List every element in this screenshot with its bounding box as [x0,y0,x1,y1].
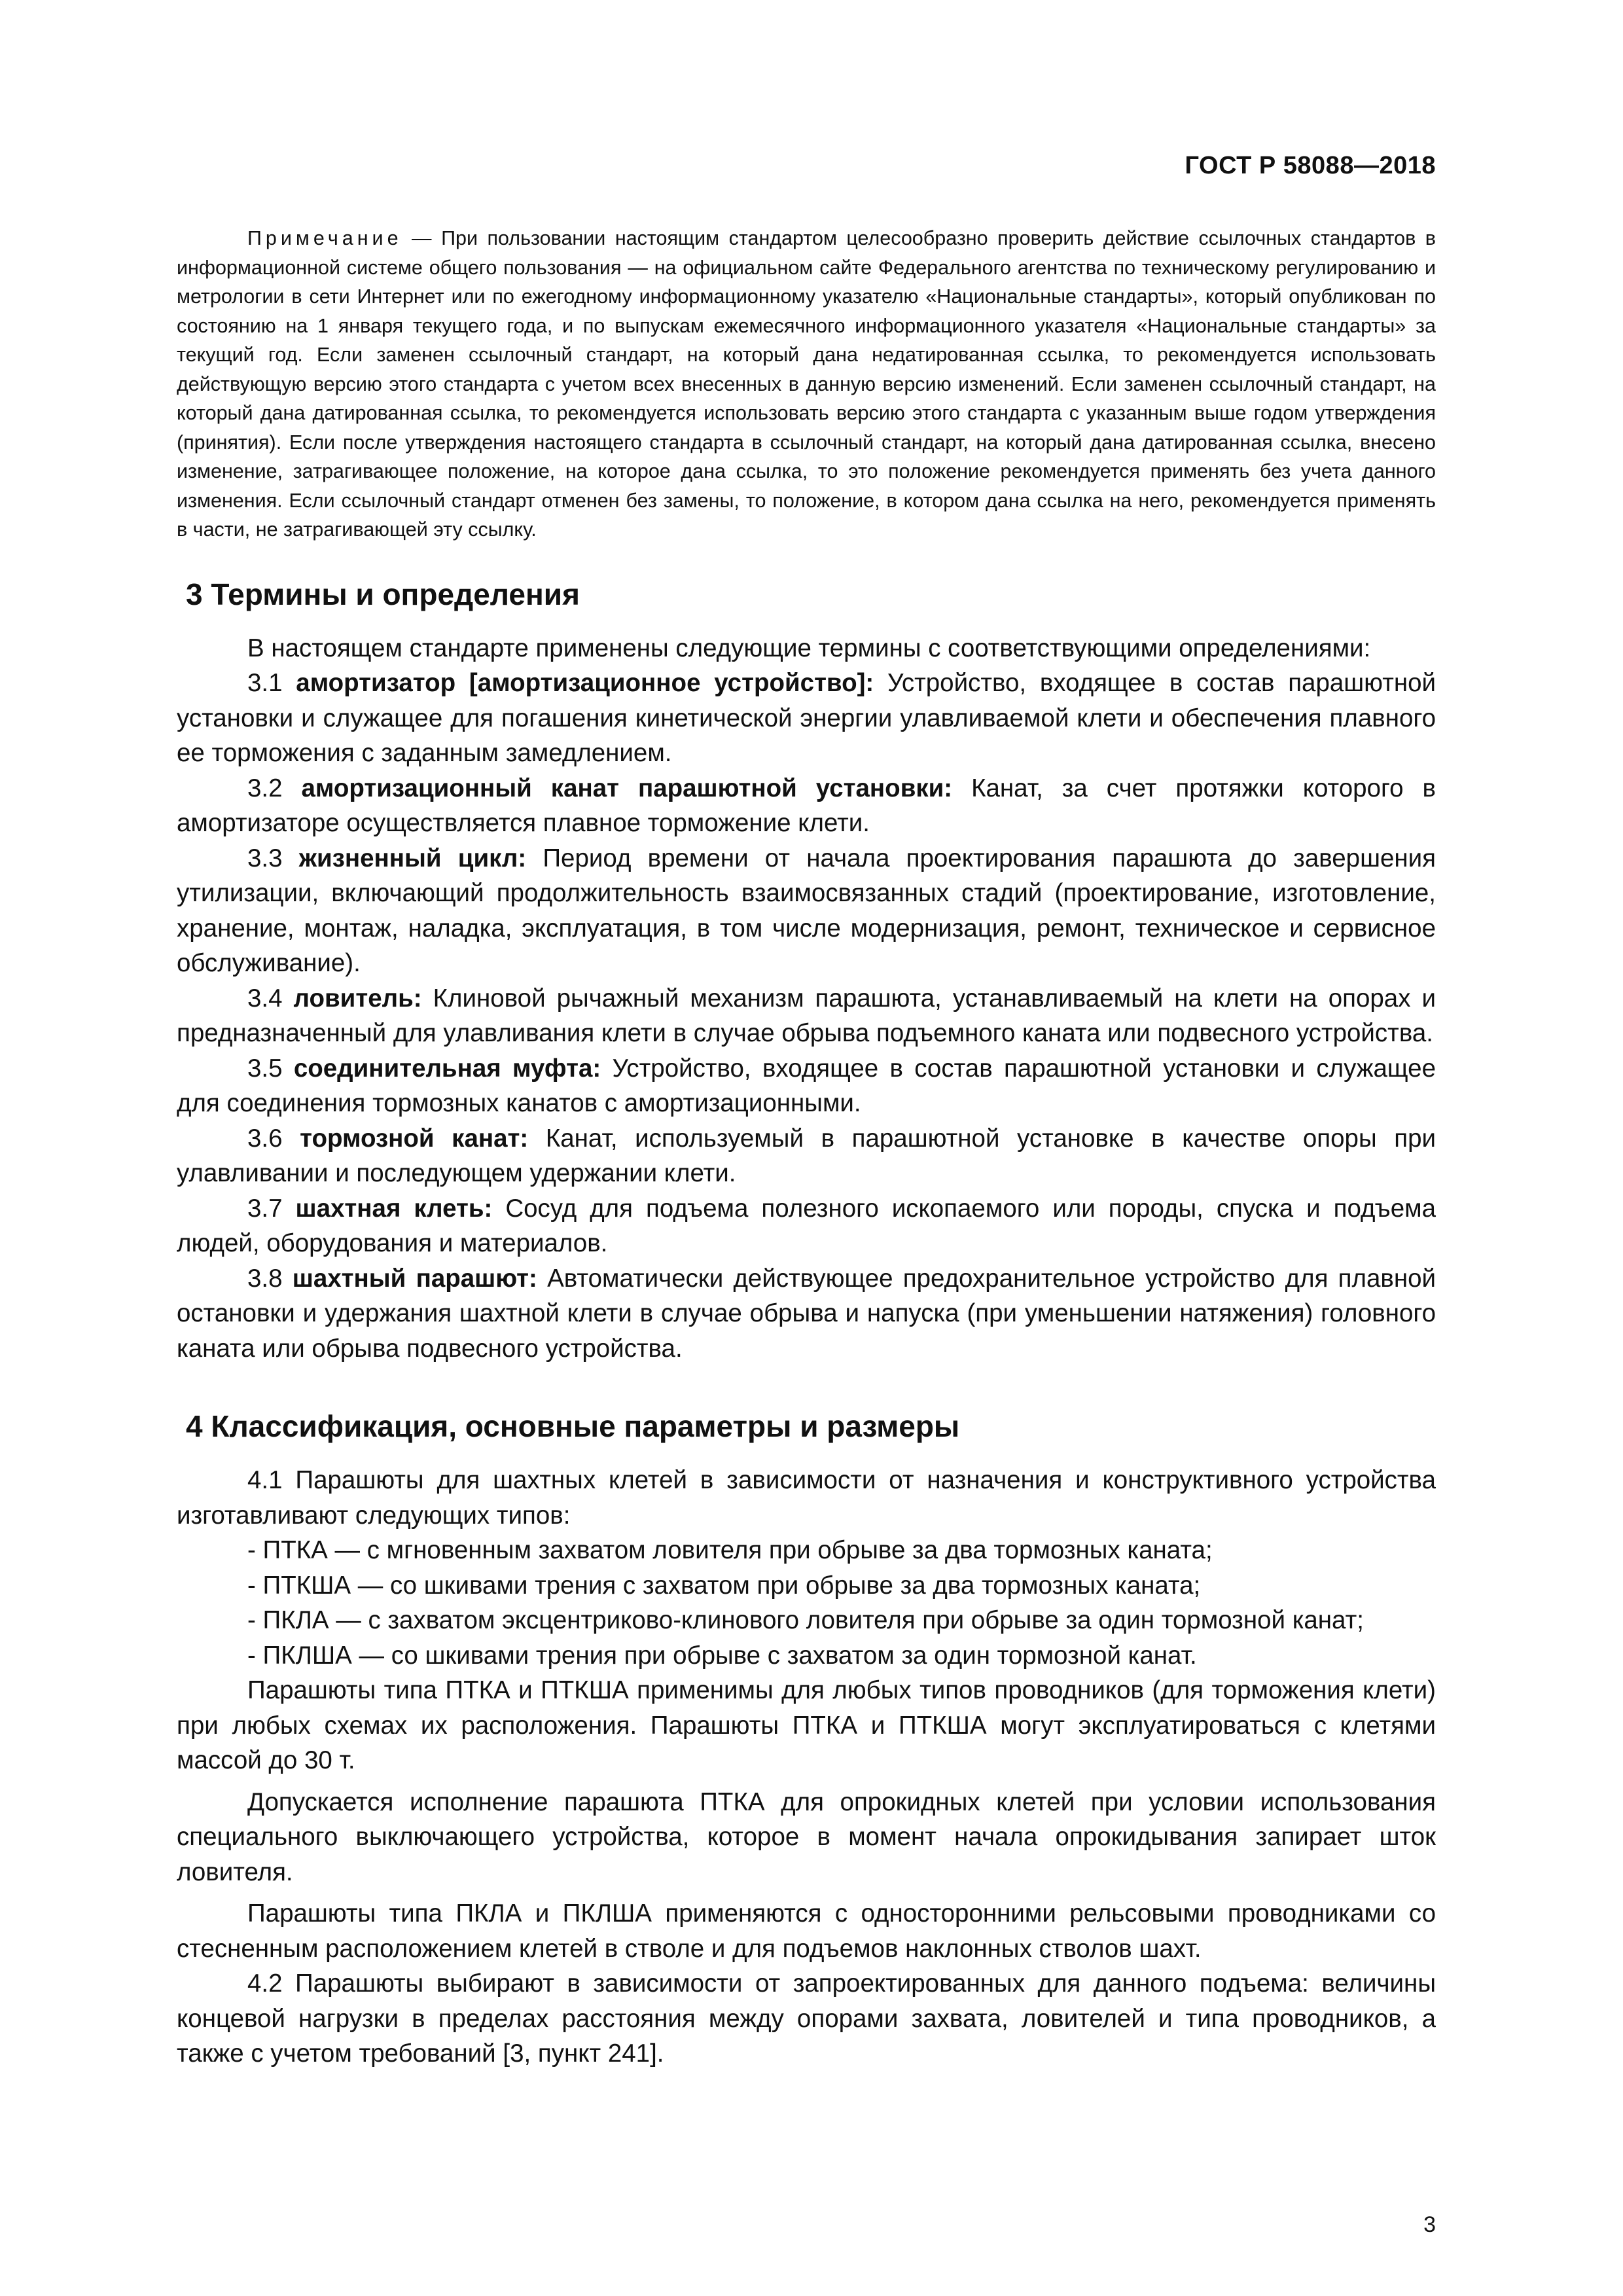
term-text: Автоматически действующее предохранительное устройство для плавной остановки и удержания шахтной клети в случае обрыва и напуска (при уменьшении натяжения) головного каната или обрыва подвесного устройства. [177,1264,1436,1363]
term-text: Сосуд для подъема полезного ископаемого или породы, спуска и подъема людей, оборудования и материалов. [177,1194,1436,1257]
reference-note [177,224,1436,545]
note-label: Примечание [247,227,402,249]
term-number: 3.2 [247,774,302,802]
clause-4-2: 4.2 Парашюты выбирают в зависимости от запроектированных для данного подъема: величины концевой нагрузки в пределах расстояния между опорами захвата, ловителей и типа проводников, а также с учетом требований [3, пункт 241]. [177,1969,1436,2068]
term-definition [177,771,1436,841]
term-definition [177,1191,1436,1261]
clause-4-1: 4.1 Парашюты для шахтных клетей в зависимости от назначения и конструктивного устройства изготавливают следующих типов: [177,1466,1436,1530]
term-name: шахтная клеть: [295,1194,493,1223]
term-definition [177,666,1436,771]
page-content [177,224,1436,2072]
term-name: амортизатор [амортизационное устройство]: [296,669,874,697]
term-number: 3.1 [247,669,296,697]
term-text: Канат, за счет протяжки которого в амортизаторе осуществляется плавное торможение клети. [177,774,1436,837]
term-name: шахтный парашют: [292,1264,537,1293]
list-item: - ПКЛША — со шкивами трения при обрыве с захватом за один тормозной канат. [247,1641,1197,1670]
term-text: Канат, используемый в парашютной установке в качестве опоры при улавливании и последующем удержании клети. [177,1124,1436,1187]
section-4-heading: 4 Классификация, основные параметры и размеры [186,1409,960,1443]
paragraph: Допускается исполнение парашюта ПТКА для опрокидных клетей при условии использования специального выключающего устройства, которое в момент начала опрокидывания запирает шток ловителя. [177,1787,1436,1886]
page-number: 3 [1423,2212,1436,2237]
term-number: 3.6 [247,1124,300,1153]
term-definition [177,1121,1436,1191]
term-number: 3.8 [247,1264,293,1293]
term-definition [177,841,1436,981]
term-text: Устройство, входящее в состав парашютной установки и служащее для соединения тормозных канатов с амортизационными. [177,1054,1436,1117]
term-name: амортизационный канат парашютной установки: [301,774,953,802]
term-number: 3.7 [247,1194,296,1223]
term-text: Устройство, входящее в состав парашютной установки и служащее для погашения кинетической энергии улавливаемой клети и обеспечения плавного ее торможения с заданным замедлением. [177,669,1436,767]
list-item: - ПТКША — со шкивами трения с захватом при обрыве за два тормозных каната; [247,1571,1201,1600]
list-item: - ПТКА — с мгновенным захватом ловителя при обрыве за два тормозных каната; [247,1536,1213,1564]
section-3-heading: 3 Термины и определения [186,577,580,611]
term-text: Клиновой рычажный механизм парашюта, устанавливаемый на клети на опорах и предназначенный для улавливания клети в случае обрыва подъемного каната или подвесного устройства. [177,984,1436,1047]
term-definition [177,981,1436,1051]
term-definition [177,1261,1436,1367]
term-definition [177,1051,1436,1121]
term-number: 3.5 [247,1054,294,1083]
term-name: соединительная муфта: [293,1054,601,1083]
list-item: - ПКЛА — с захватом эксцентриково-клинового ловителя при обрыве за один тормозной канат; [247,1606,1364,1634]
note-text: — При пользовании настоящим стандартом целесообразно проверить действие ссылочных стандартов в информационной системе общего пользования — на официальном сайте Федерального агентства по техническому регулированию и метрологии в сети Интернет или по ежегодному информационному указателю «Национальные стандарты», который опубликован по состоянию на 1 января текущего года, и по выпускам ежемесячного информационного указателя «Национальные стандарты» за текущий год. Если заменен ссылочный стандарт, на который дана недатированная ссылка, то рекомендуется использовать действующую версию этого стандарта с учетом всех внесенных в данную версию изменений. Если заменен ссылочный стандарт, на который дана датированная ссылка, то рекомендуется использовать версию этого стандарта с указанным выше годом утверждения (принятия). Если после утверждения настоящего стандарта в ссылочный стандарт, на который дана датированная ссылка, внесено изменение, затрагивающее положение, на которое дана ссылка, то это положение рекомендуется применять без учета данного изменения. Если ссылочный стандарт отменен без замены, то положение, в котором дана ссылка на него, рекомендуется применять в части, не затрагивающей эту ссылку. [177,227,1436,541]
paragraph: Парашюты типа ПТКА и ПТКША применимы для любых типов проводников (для торможения клети) при любых схемах их расположения. Парашюты ПТКА и ПТКША могут эксплуатироваться с клетями массой до 30 т. [177,1676,1436,1774]
section-3-intro: В настоящем стандарте применены следующие термины с соответствующими определениями: [247,634,1371,662]
term-name: ловитель: [293,984,422,1013]
document-id-header: ГОСТ Р 58088—2018 [1185,152,1436,179]
term-number: 3.3 [247,844,299,872]
term-text: Период времени от начала проектирования парашюта до завершения утилизации, включающий продолжительность взаимосвязанных стадий (проектирование, изготовление, хранение, монтаж, наладка, эксплуатация, в том числе модернизация, ремонт, техническое и сервисное обслуживание). [177,844,1436,977]
term-name: жизненный цикл: [298,844,527,872]
term-number: 3.4 [247,984,294,1013]
paragraph: Парашюты типа ПКЛА и ПКЛША применяются с односторонними рельсовыми проводниками со стесненным расположением клетей в стволе и для подъемов наклонных стволов шахт. [177,1899,1436,1963]
term-name: тормозной канат: [300,1124,529,1153]
